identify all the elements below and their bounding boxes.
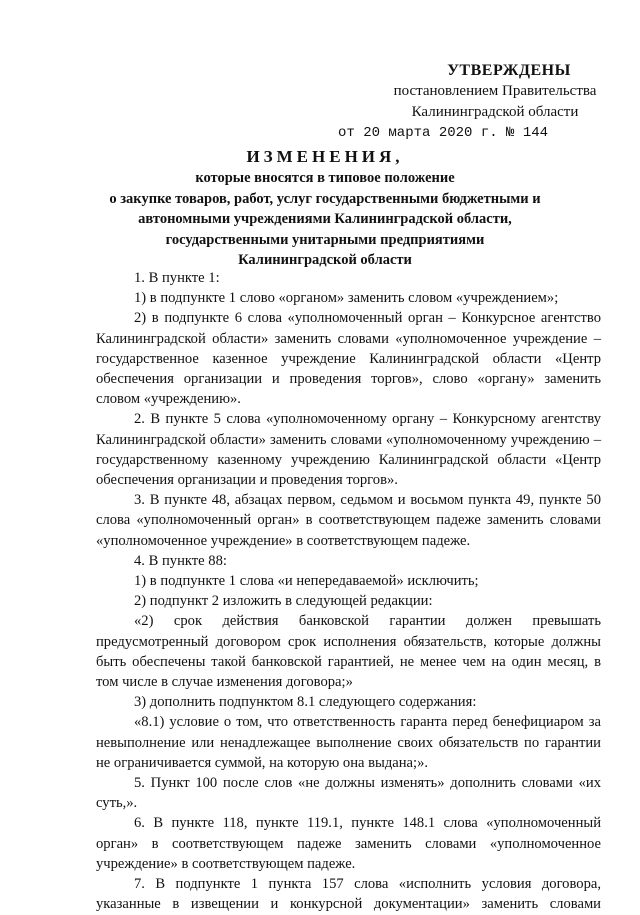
heading-line-3: автономными учреждениями Калининградской области, <box>138 211 512 227</box>
paragraph: 2. В пункте 5 слова «уполномоченному органу – Конкурсному агентству Калининградской области» заменить словами «уполномоченному учреждению – государственному казенному учреждению Калининградской области «Центр обеспечения организации и проведения торгов». <box>96 411 601 489</box>
heading-line-2: о закупке товаров, работ, услуг государственными бюджетными и <box>109 190 541 207</box>
paragraph: 5. Пункт 100 после слов «не должны изменять» дополнить словами «их суть,». <box>96 775 601 812</box>
approval-date: от 20 марта 2020 г. № 144 <box>338 125 549 141</box>
document-body <box>96 268 601 915</box>
paragraph: 6. В пункте 118, пункте 119.1, пункте 148.1 слова «уполномоченный орган» в соответствующем падеже заменить словами «уполномоченное учреждение» в соответствующем падеже. <box>96 815 601 872</box>
paragraph: 3) дополнить подпунктом 8.1 следующего содержания: <box>134 694 477 711</box>
document-heading <box>90 146 560 271</box>
heading-line-1: которые вносятся в типовое положение <box>195 170 455 186</box>
paragraph: «2) срок действия банковской гарантии должен превышать предусмотренный договором срок исполнения обязательств, которые должны быть обеспечены такой банковской гарантией, не менее чем на один месяц, в том числе в случае изменения договора;» <box>96 613 601 691</box>
heading-title: ИЗМЕНЕНИЯ, <box>246 147 404 166</box>
approval-block <box>338 60 610 144</box>
paragraph: 1. В пункте 1: <box>134 270 220 286</box>
heading-line-4: государственными унитарными предприятиями <box>165 231 485 248</box>
paragraph: 1) в подпункте 1 слова «и непередаваемой» исключить; <box>134 573 479 590</box>
paragraph: «8.1) условие о том, что ответственность гаранта перед бенефициаром за невыполнение или ненадлежащее выполнение своих обязательств по гарантии не ограничивается суммой, на которую она выдана;». <box>96 714 601 771</box>
approval-line-2: Калининградской области <box>411 104 579 120</box>
approval-title: УТВЕРЖДЕНЫ <box>447 62 571 79</box>
approval-line-1: постановлением Правительства <box>393 83 597 99</box>
paragraph: 7. В подпункте 1 пункта 157 слова «исполнить условия договора, указанные в извещении и конкурсной документации» заменить словами <box>96 876 601 913</box>
paragraph: 4. В пункте 88: <box>134 552 227 569</box>
paragraph: 1) в подпункте 1 слово «органом» заменить словом «учреждением»; <box>134 290 559 307</box>
heading-line-5: Калининградской области <box>238 252 412 268</box>
paragraph: 2) в подпункте 6 слова «уполномоченный орган – Конкурсное агентство Калининградской области» заменить словами «уполномоченное учреждение – государственное казенное учреждение Калининградской области «Центр обеспечения организации и проведения торгов», слово «органу» заменить словом «учреждению». <box>96 310 601 408</box>
paragraph: 3. В пункте 48, абзацах первом, седьмом и восьмом пункта 49, пункте 50 слова «уполномоченный орган» в соответствующем падеже заменить словами «уполномоченное учреждение» в соответствующем падеже. <box>96 492 601 549</box>
paragraph: 2) подпункт 2 изложить в следующей редакции: <box>134 593 433 610</box>
